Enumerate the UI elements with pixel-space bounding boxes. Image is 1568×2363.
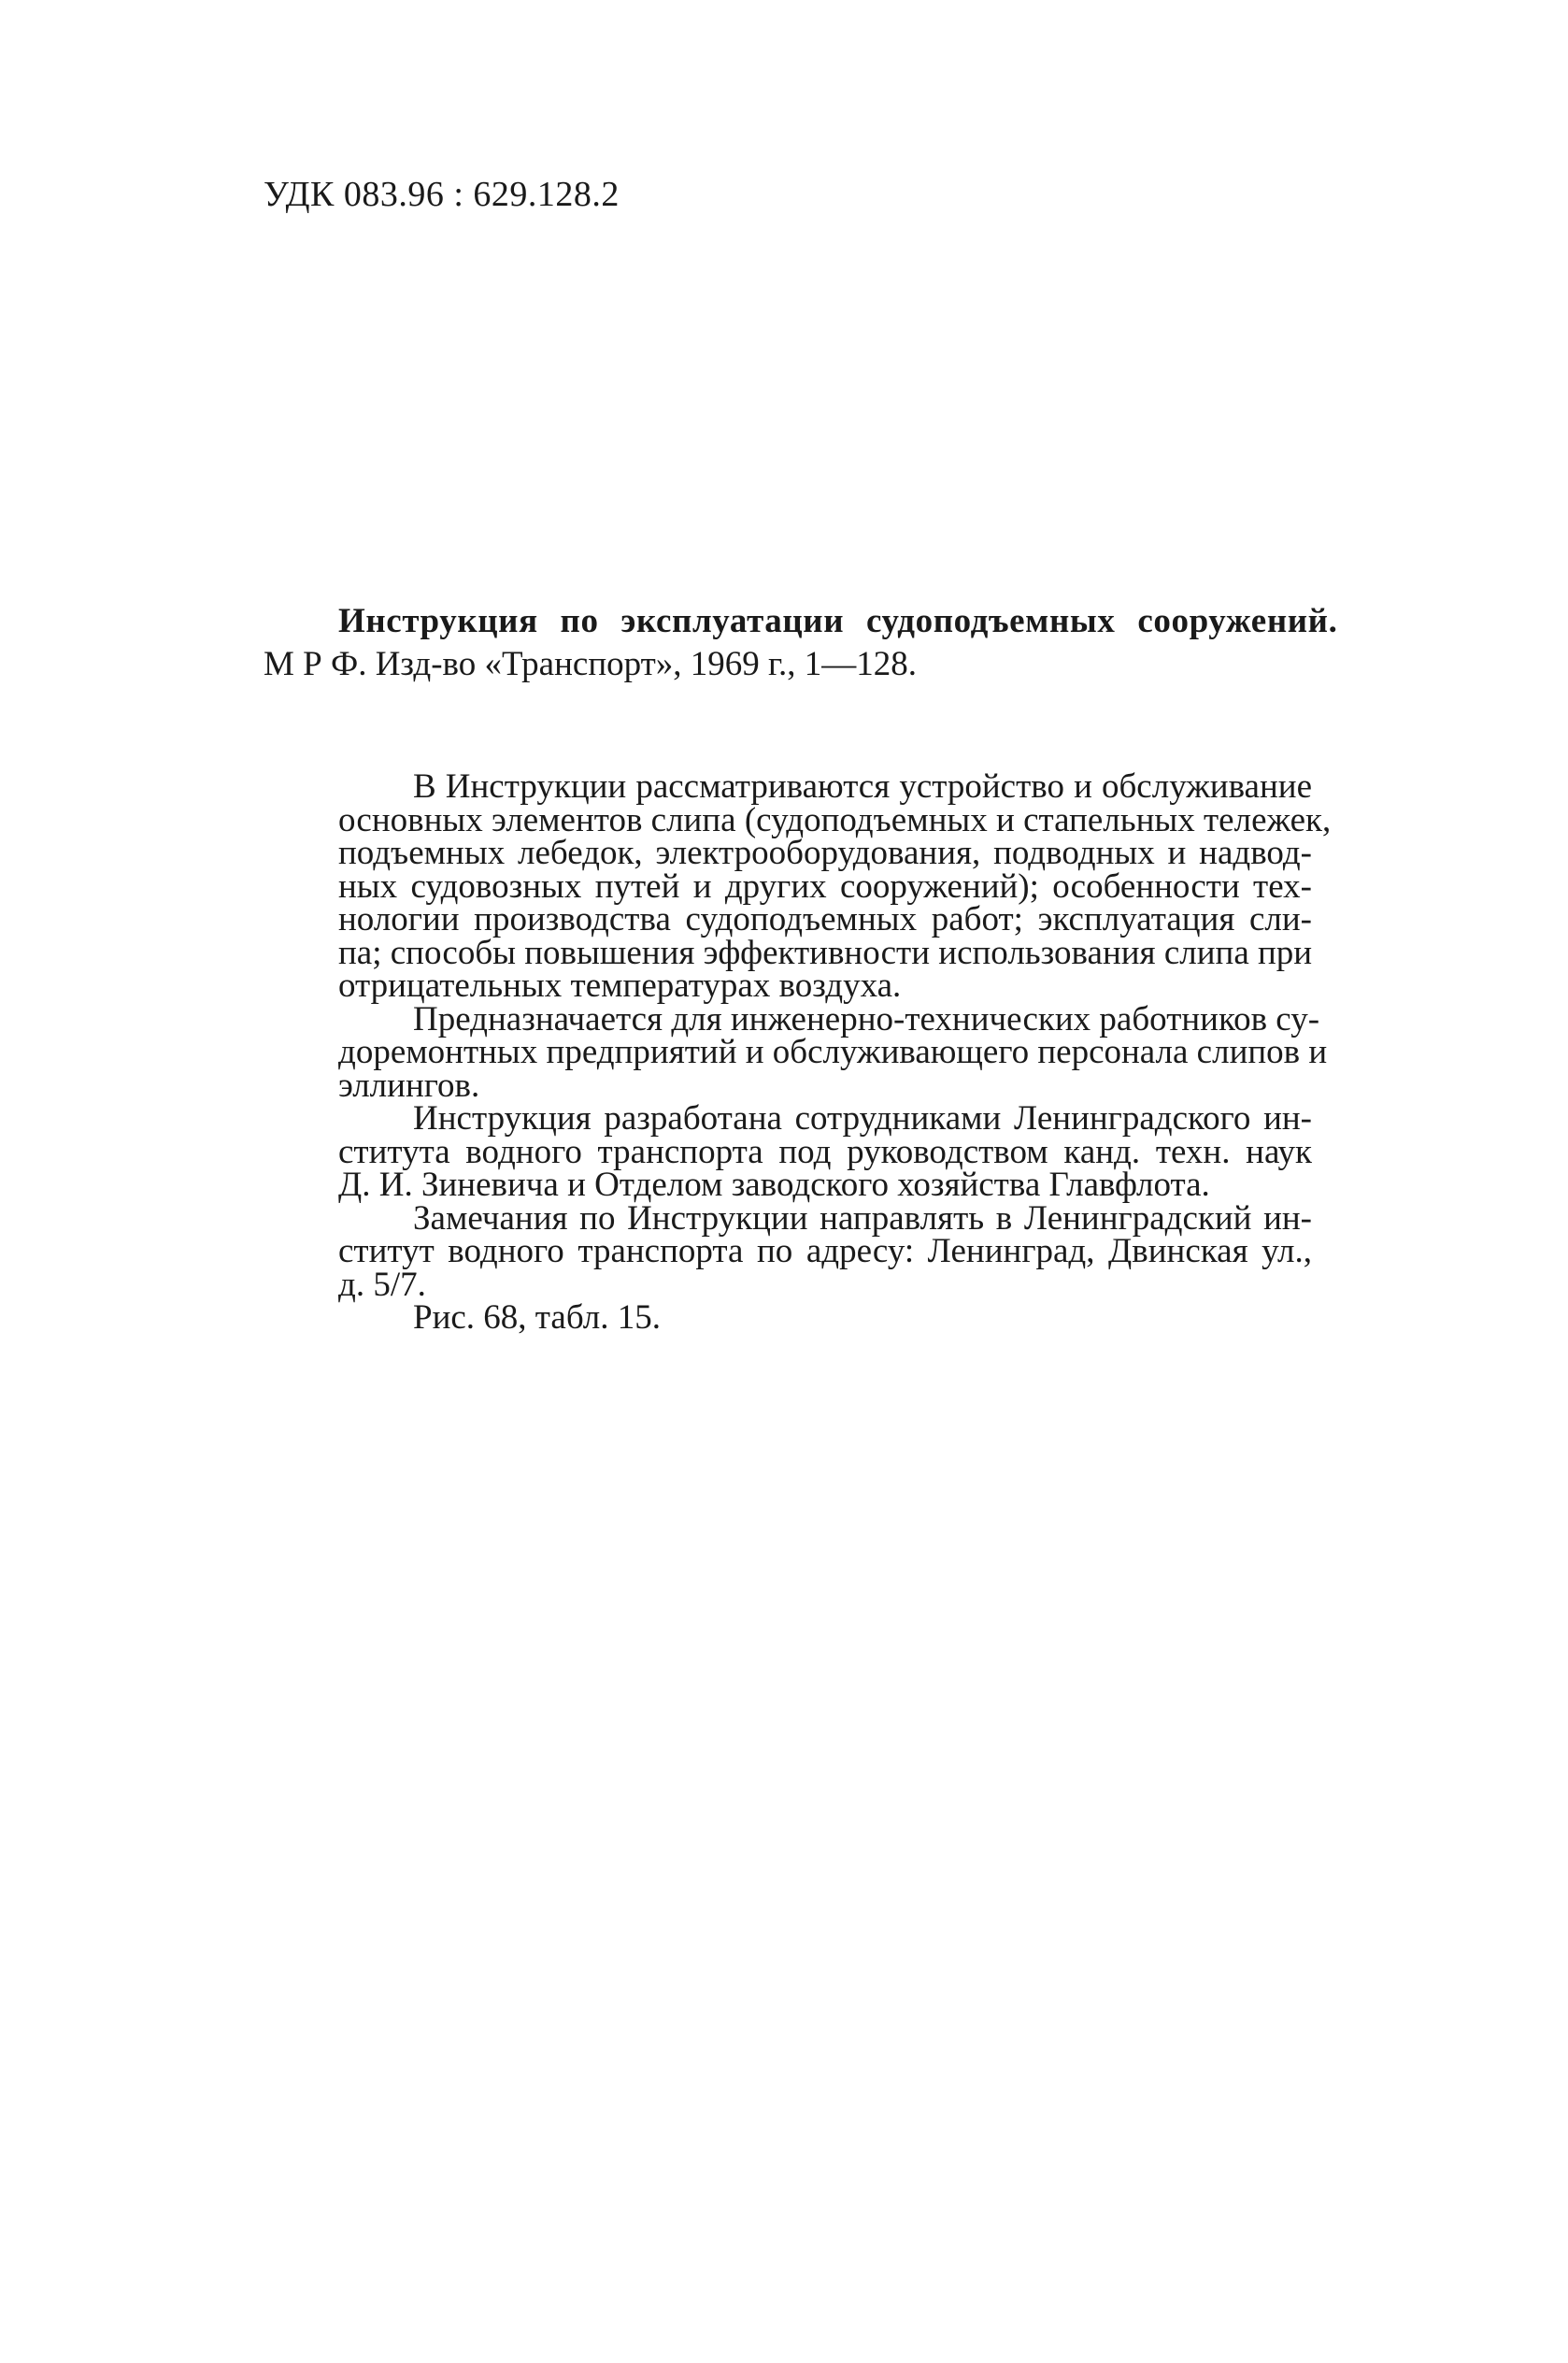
abstract-paragraph-audience (264, 999, 1328, 1105)
text-line: нологии производства судоподъемных работ; эксплуатация сли- (338, 900, 1312, 938)
text-line: Предназначается для инженерно-технических работников су- (413, 999, 1320, 1038)
text-line: подъемных лебедок, электрооборудования, подводных и надвод- (338, 834, 1312, 872)
abstract-paragraph-authors (264, 1099, 1312, 1204)
abstract-paragraph-figures (264, 1298, 1312, 1337)
text-line: В Инструкции рассматриваются устройство и обслуживание (413, 767, 1312, 806)
abstract-paragraph-contents (264, 767, 1332, 1005)
text-line: Рис. 68, табл. 15. (413, 1298, 661, 1337)
text-line: доремонтных предприятий и обслуживающего персонала слипов и (338, 1033, 1328, 1071)
abstract-paragraph-feedback (264, 1198, 1312, 1304)
text-line: эллингов. (338, 1066, 480, 1105)
text-line: Инструкция разработана сотрудниками Ленинградского ин- (413, 1099, 1312, 1138)
bibliographic-citation (264, 600, 1338, 686)
text-line: отрицательных температурах воздуха. (338, 967, 902, 1005)
text-line: Замечания по Инструкции направлять в Ленинградский ин- (413, 1198, 1312, 1238)
citation-title: Инструкция по эксплуатации судоподъемных сооружений. (338, 602, 1338, 640)
text-line: основных элементов слипа (судоподъемных и стапельных тележек, (338, 800, 1332, 839)
text-line: д. 5/7. (338, 1265, 426, 1304)
text-line: Д. И. Зиневича и Отделом заводского хозяйства Главфлота. (338, 1166, 1210, 1204)
abstract (264, 767, 1332, 1337)
text-line: ститут водного транспорта по адресу: Ленинград, Двинская ул., (338, 1232, 1312, 1270)
udk-code: УДК 083.96 : 629.128.2 (264, 175, 620, 214)
text-line: ститута водного транспорта под руководством канд. техн. наук (338, 1132, 1312, 1171)
text-line: па; способы повышения эффективности использования слипа при (338, 933, 1313, 972)
citation-title-line (264, 600, 1338, 643)
citation-publisher: М Р Ф. Изд-во «Транспорт», 1969 г., 1—128. (264, 645, 918, 683)
text-line: ных судовозных путей и других сооружений); особенности тех- (338, 866, 1312, 906)
